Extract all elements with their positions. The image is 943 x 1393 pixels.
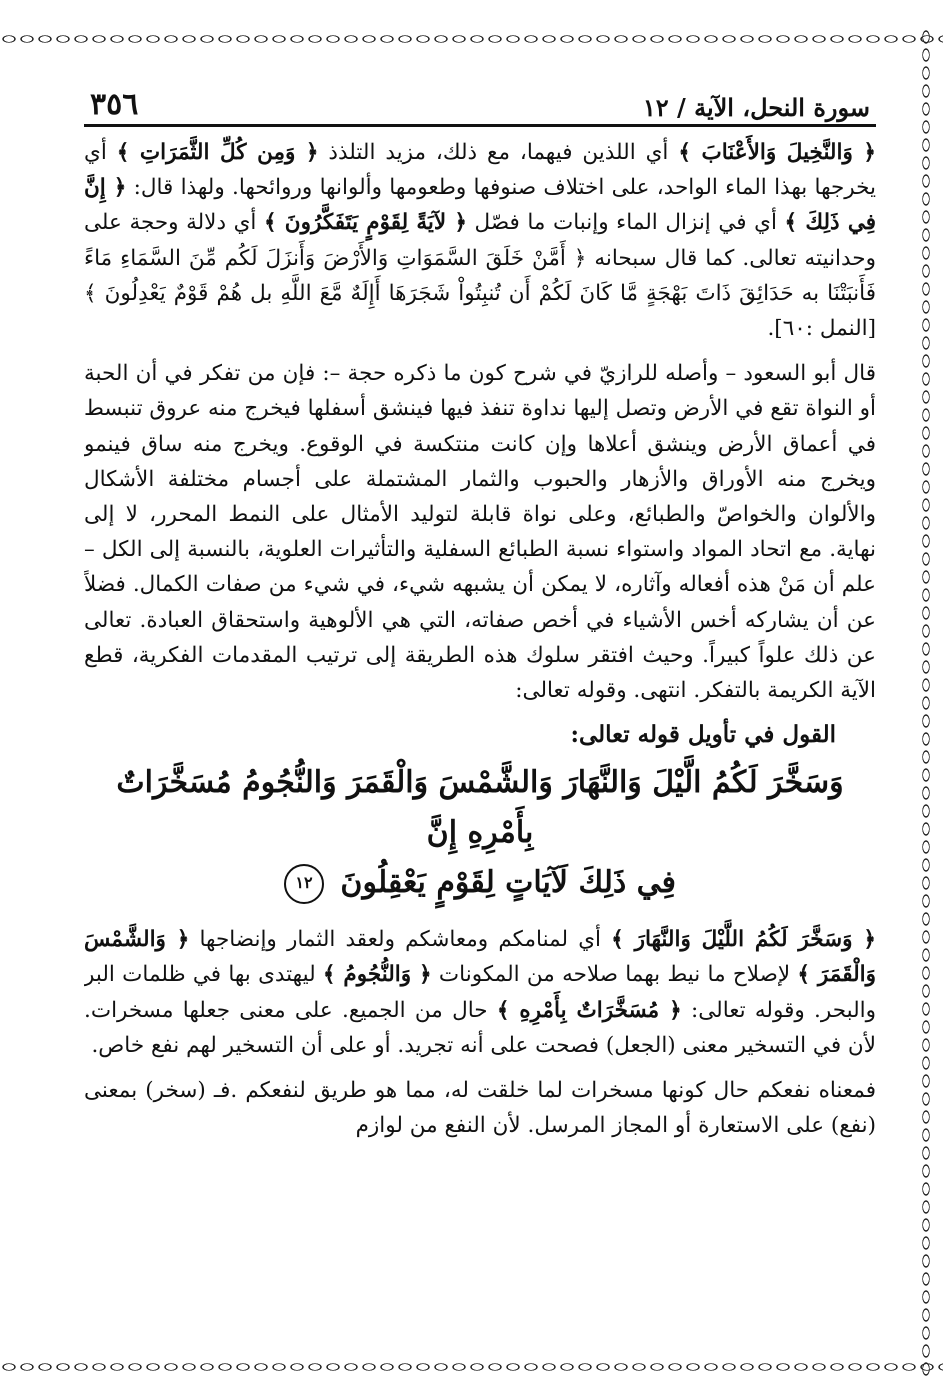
section-heading: القول في تأويل قوله تعالى: xyxy=(570,721,836,749)
surah-title: سورة النحل، الآية / ١٢ xyxy=(642,93,870,122)
verse-quote: ﴿ إِنَّ فِي ذَلِكَ ﴾ xyxy=(84,175,876,236)
book-page xyxy=(84,78,876,1348)
decorative-border-right xyxy=(915,28,937,1378)
decorative-border-top xyxy=(0,28,943,50)
paragraph-4 xyxy=(84,1073,876,1143)
page-header xyxy=(84,78,876,127)
paragraph-2 xyxy=(84,356,876,708)
quran-verse-line-1: وَسَخَّرَ لَكُمُ الَّيْلَ وَالنَّهَارَ وَالشَّمْسَ وَالْقَمَرَ وَالنُّجُومُ مُسَخَّرَاتٌ بِأَمْرِهِ إِنَّ xyxy=(116,765,844,851)
page-number: ٣٥٦ xyxy=(90,87,139,122)
page-content xyxy=(84,127,876,1143)
commentary-text: لإصلاح ما نيط بهما صلاحه من المكونات xyxy=(431,962,798,988)
verse-quote: ﴿ وَسَخَّرَ لَكُمُ اللَّيْلَ وَالنَّهَارَ ﴾ xyxy=(611,927,876,953)
verse-quote: ﴿ وَالنَّخِيلَ وَالأَعْنَابَ ﴾ xyxy=(678,140,876,165)
commentary-text: قال أبو السعود – وأصله للرازيّ في شرح كون ما ذكره حجة –: فإن من تفكر في أن الحبة أو النواة تقع في الأرض وتصل إليها نداوة تنفذ فيها فينشق أسفلها فيخرج منه عروق تنبسط في أعماق الأرض وينشق أعلاها وإن كانت منتكسة في الوقوع. ويخرج منه ساق فينمو ويخرج منه الأوراق والأزهار والحبوب والثمار المشتملة على أجسام مختلفة الأشكال والألوان والخواصّ والطبائع، وعلى نواة قابلة لتوليد الأمثال على النمط المحرر، لا إلى نهاية. مع اتحاد المواد واستواء نسبة الطبائع السفلية والتأثيرات العلوية، بالنسبة إلى الكل – علم أن مَنْ هذه أفعاله وآثاره، لا يمكن أن يشبهه شيء، في شيء من صفات الكمال. فضلاً عن أن يشاركه أخس الأشياء في أخص صفاته، التي هي الألوهية واستحقاق العبادة. تعالى عن ذلك علواً كبيراً. وحيث افتقر سلوك هذه الطريقة إلى ترتيب المقدمات الفكرية، قطع الآية الكريمة بالتفكر. انتهى. وقوله تعالى: xyxy=(84,361,876,704)
commentary-text: ليهتدى بها في ظلمات البر والبحر. وقوله تعالى: xyxy=(84,962,876,1023)
quran-verse-line-2 xyxy=(84,858,876,908)
commentary-text: أي يخرجها بهذا الماء الواحد، على اختلاف صنوفها وطعومها وألوانها وروائحها. ولهذا قال: xyxy=(84,140,876,201)
commentary-text: أي في إنزال الماء وإنبات ما فصّل xyxy=(466,210,785,236)
citation-text: [النمل :٦٠]. xyxy=(767,316,876,342)
decorative-border-bottom xyxy=(0,1356,943,1378)
verse-quote: ﴿ وَالشَّمْسَ وَالْقَمَرَ ﴾ xyxy=(84,927,876,988)
verse-quote: ﴿ وَالنُّجُومُ ﴾ xyxy=(322,962,432,988)
verse-quote: ﴿ وَمِن كُلِّ الثَّمَرَاتِ ﴾ xyxy=(116,140,319,165)
commentary-text: حال من الجميع. على معنى جعلها مسخرات. لأن في التسخير معنى (الجعل) فصحت على أنه تجريد. أو على أن التسخير لهم نفع خاص. xyxy=(84,997,876,1058)
paragraph-3 xyxy=(84,922,876,1063)
commentary-text: أي دلالة وحجة على وحدانيته تعالى. كما قال سبحانه xyxy=(84,210,876,271)
verse-quote: ﴿ أَمَّنْ خَلَقَ السَّمَوَاتِ وَالأَرْضَ وَأَنزَلَ لَكُم مِّنَ السَّمَاءِ مَاءً فَأَنبَتْنَا به حَدَائِقَ ذَاتَ بَهْجَةٍ مَّا كَانَ لَكُمْ أَن تُنبِتُواْ شَجَرَهَا أَإِلَهٌ مَّعَ اللَّهِ بل هُمْ قَوْمٌ يَعْدِلُونَ ﴾ xyxy=(84,245,876,306)
verse-quote: ﴿ لآيَةً لِقَوْمٍ يَتَفَكَّرُونَ ﴾ xyxy=(263,210,467,236)
commentary-text: أي اللذين فيهما، مع ذلك، مزيد التلذذ xyxy=(318,140,679,165)
quran-verse-line-2-text: فِي ذَلِكَ لَآيَاتٍ لِقَوْمٍ يَعْقِلُونَ xyxy=(340,865,677,901)
paragraph-1 xyxy=(84,135,876,346)
commentary-text: أي لمنامكم ومعاشكم ولعقد الثمار وإنضاجها xyxy=(189,927,612,953)
commentary-text: فمعناه نفعكم حال كونها مسخرات لما خلقت له، مما هو طريق لنفعكم .فـ (سخر) بمعنى (نفع) على الاستعارة أو المجاز المرسل. لأن النفع من لوازم xyxy=(84,1078,876,1139)
quran-verse-block xyxy=(84,758,876,908)
verse-quote: ﴿ مُسَخَّرَاتٌ بِأَمْرِهِ ﴾ xyxy=(496,997,682,1023)
ayah-number-marker: ١٢ xyxy=(284,864,324,904)
